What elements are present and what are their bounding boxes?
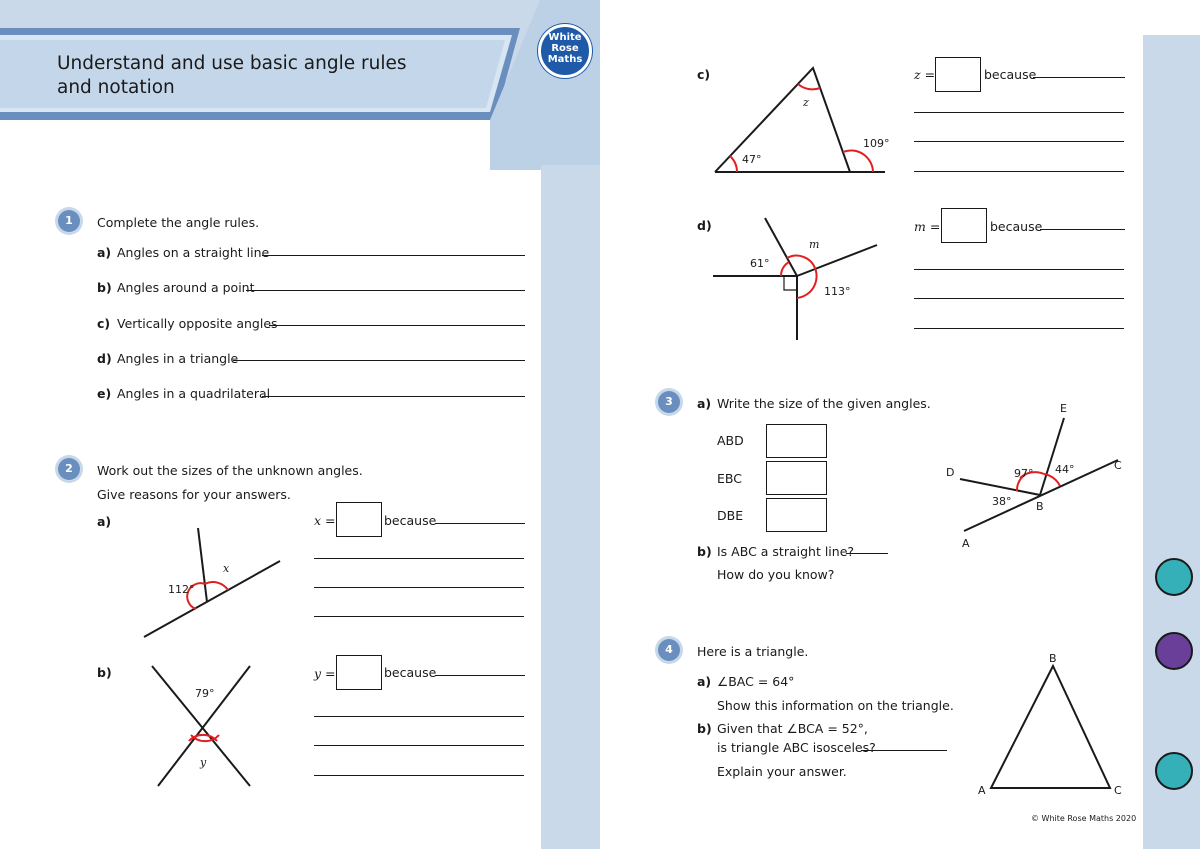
q4b-text-3: Explain your answer.: [717, 764, 847, 779]
q3-dbe-answer-box[interactable]: [766, 498, 827, 532]
q3-abd-answer-box[interactable]: [766, 424, 827, 458]
q3b-text-2: How do you know?: [717, 567, 835, 582]
because-label: because: [384, 665, 437, 680]
q2d-letter: d): [697, 218, 712, 233]
q3-diagram: [940, 398, 1130, 553]
logo-line: Maths: [547, 54, 583, 65]
q1-prompt: Complete the angle rules.: [97, 215, 260, 230]
q2b-reason-line[interactable]: [314, 716, 524, 717]
logo-line: Rose: [551, 43, 579, 54]
q2b-equation: [314, 666, 336, 681]
q3a-text: Write the size of the given angles.: [717, 396, 931, 411]
left-page-margin-band: [541, 165, 600, 849]
q3-angle-label: 38°: [992, 495, 1012, 508]
q2b-var: y: [314, 666, 322, 681]
q2c-angle-label: 109°: [863, 137, 890, 150]
q2a-eq: =: [325, 513, 336, 528]
question-number-2: 2: [58, 458, 80, 480]
because-label: because: [990, 219, 1043, 234]
q2b-var-label: y: [200, 756, 207, 769]
q2a-var: x: [314, 513, 322, 528]
q2c-reason-line[interactable]: [1033, 77, 1125, 78]
q4-prompt: Here is a triangle.: [697, 644, 809, 659]
q4-label-a: A: [978, 784, 986, 797]
q4b-text-2: is triangle ABC isosceles?: [717, 740, 876, 755]
q2c-angle-label: 47°: [742, 153, 762, 166]
thought-bubble-icon: [1155, 632, 1193, 670]
right-page-margin-band: [1143, 35, 1200, 849]
q2a-reason-line[interactable]: [314, 616, 524, 617]
q4-label-b: B: [1049, 652, 1057, 665]
q2-prompt-1: Work out the sizes of the unknown angles.: [97, 463, 363, 478]
q2d-reason-line[interactable]: [914, 328, 1124, 329]
q3b-answer-line[interactable]: [846, 553, 888, 554]
q1-item-text: Angles around a point: [117, 280, 255, 295]
q2c-diagram: [705, 60, 895, 185]
title-line-1: Understand and use basic angle rules: [57, 53, 407, 74]
question-number-3: 3: [658, 391, 680, 413]
q3-label-d: D: [946, 466, 955, 479]
q2b-answer-box[interactable]: [336, 655, 382, 690]
q2d-var: m: [914, 219, 926, 234]
q4-triangle-diagram: [970, 648, 1130, 798]
q2a-diagram: [130, 520, 310, 650]
q1-item-text: Angles on a straight line: [117, 245, 270, 260]
q4-label-c: C: [1114, 784, 1122, 797]
q3b-letter: b): [697, 544, 712, 559]
q2-prompt-2: Give reasons for your answers.: [97, 487, 291, 502]
q2d-diagram: [705, 210, 895, 345]
q4b-answer-line[interactable]: [861, 750, 947, 751]
q2b-letter: b): [97, 665, 112, 680]
q3-ebc-answer-box[interactable]: [766, 461, 827, 495]
q2d-answer-box[interactable]: [941, 208, 987, 243]
q2a-answer-box[interactable]: [336, 502, 382, 537]
q3-label-b: B: [1036, 500, 1044, 513]
logo-line: White: [548, 32, 582, 43]
q1-item-letter: e): [97, 386, 112, 401]
q2a-reason-line[interactable]: [435, 523, 525, 524]
q2b-reason-line[interactable]: [314, 775, 524, 776]
q2c-eq: =: [924, 67, 936, 82]
talk-bubble-icon: [1155, 558, 1193, 596]
q2c-equation: [914, 67, 935, 82]
q3-label-c: C: [1114, 459, 1122, 472]
q4a-text-2: Show this information on the triangle.: [717, 698, 954, 713]
q2c-reason-line[interactable]: [914, 141, 1124, 142]
q2c-answer-box[interactable]: [935, 57, 981, 92]
q1a-answer-line[interactable]: [262, 255, 525, 256]
q1d-answer-line[interactable]: [233, 360, 525, 361]
because-label: because: [984, 67, 1037, 82]
q2c-var-label: z: [803, 96, 809, 109]
q3-angle-name: DBE: [717, 508, 744, 523]
q1-item-letter: c): [97, 316, 111, 331]
q2c-reason-line[interactable]: [914, 112, 1124, 113]
q2a-reason-line[interactable]: [314, 587, 524, 588]
q3-angle-label: 97°: [1014, 467, 1034, 480]
q3-label-a: A: [962, 537, 970, 550]
q2a-reason-line[interactable]: [314, 558, 524, 559]
q1-item-letter: b): [97, 280, 112, 295]
q2b-reason-line[interactable]: [314, 745, 524, 746]
q3-label-e: E: [1060, 402, 1067, 415]
q4b-text: Given that ∠BCA = 52°,: [717, 721, 868, 736]
question-number-4: 4: [658, 639, 680, 661]
q2b-eq: =: [325, 666, 336, 681]
q2b-diagram: [140, 660, 280, 790]
q2c-reason-line[interactable]: [914, 171, 1124, 172]
q2a-angle-label: 112°: [168, 583, 195, 596]
q1e-answer-line[interactable]: [262, 396, 525, 397]
q2b-angle-label: 79°: [195, 687, 215, 700]
q2d-angle-label: 113°: [824, 285, 851, 298]
page-title: [57, 52, 407, 100]
q2d-reason-line[interactable]: [1040, 229, 1125, 230]
q3-angle-name: EBC: [717, 471, 742, 486]
copyright-footer: © White Rose Maths 2020: [1031, 814, 1137, 823]
q1-item-text: Angles in a triangle: [117, 351, 239, 366]
talk-bubble-icon: [1155, 752, 1193, 790]
q1-item-text: Vertically opposite angles: [117, 316, 278, 331]
question-number-1: 1: [58, 210, 80, 232]
q3-angle-label: 44°: [1055, 463, 1075, 476]
q4a-text: ∠BAC = 64°: [717, 674, 795, 689]
q1b-answer-line[interactable]: [246, 290, 525, 291]
q4a-letter: a): [697, 674, 712, 689]
q2d-reason-line[interactable]: [914, 269, 1124, 270]
white-rose-maths-logo: [538, 24, 592, 78]
q2a-equation: [314, 513, 336, 528]
q2d-equation: [914, 219, 940, 234]
q2d-reason-line[interactable]: [914, 298, 1124, 299]
q2d-angle-label: 61°: [750, 257, 770, 270]
title-line-2: and notation: [57, 77, 175, 98]
q2d-var-label: m: [809, 238, 820, 251]
q1c-answer-line[interactable]: [269, 325, 525, 326]
q2b-reason-line[interactable]: [435, 675, 525, 676]
q2c-letter: c): [697, 67, 711, 82]
q3b-text: Is ABC a straight line?: [717, 544, 855, 559]
q2a-letter: a): [97, 514, 112, 529]
q2d-eq: =: [929, 219, 941, 234]
q4b-letter: b): [697, 721, 712, 736]
q1-item-letter: a): [97, 245, 112, 260]
q1-item-letter: d): [97, 351, 112, 366]
q1-item-text: Angles in a quadrilateral: [117, 386, 271, 401]
q2a-var-label: x: [223, 562, 230, 575]
because-label: because: [384, 513, 437, 528]
q2c-var: z: [914, 67, 921, 82]
q3a-letter: a): [697, 396, 712, 411]
q3-angle-name: ABD: [717, 433, 744, 448]
